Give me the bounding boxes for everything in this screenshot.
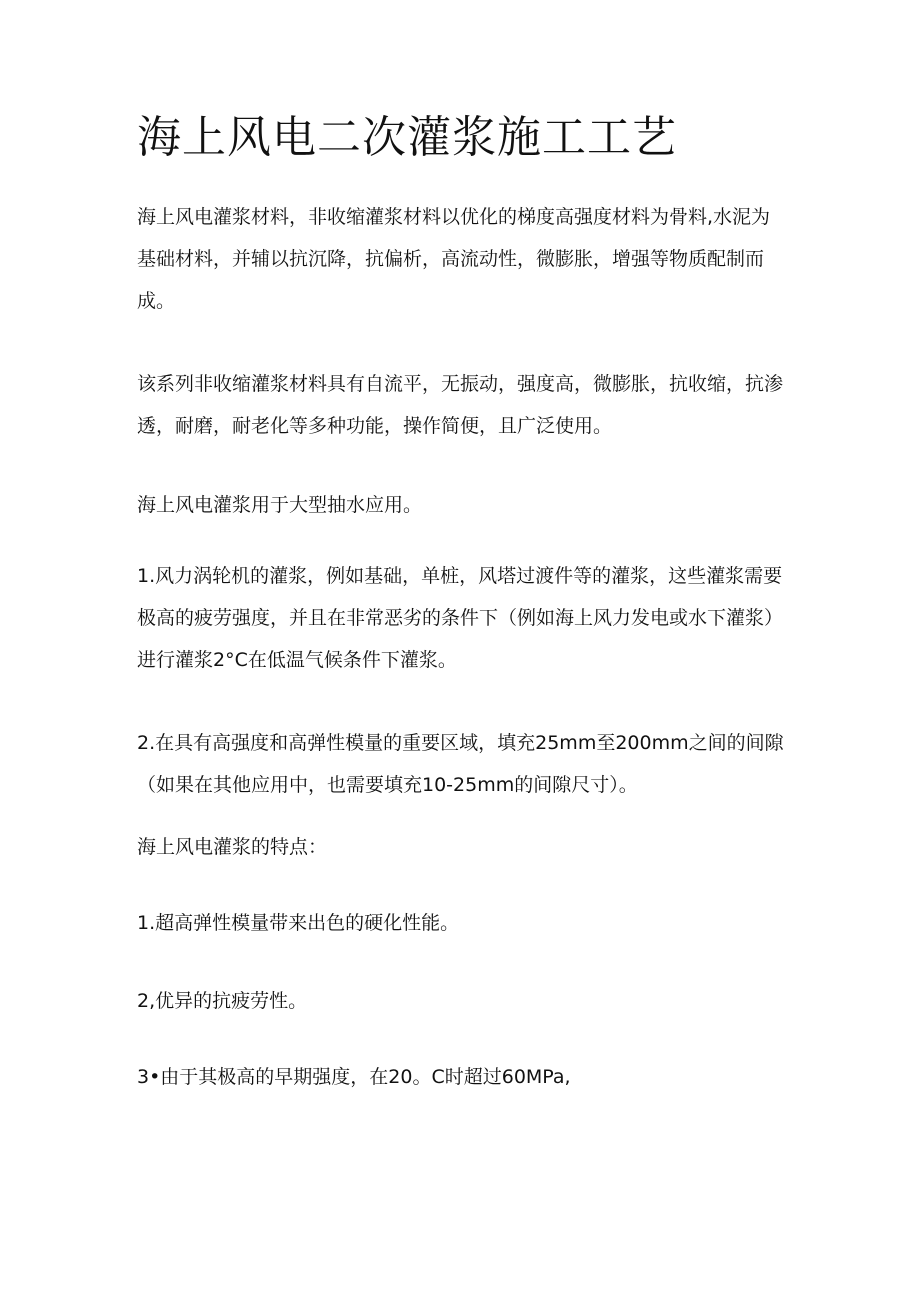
paragraph-applications-intro: 海上风电灌浆用于大型抽水应用。 bbox=[137, 494, 423, 516]
paragraph-feature-3: 3•由于其极高的早期强度，在20。C时超过60MPa, bbox=[137, 1066, 571, 1088]
paragraph-material-intro: 海上风电灌浆材料，非收缩灌浆材料以优化的梯度高强度材料为骨料,水泥为基础材料，并辅以抗沉降，抗偏析，高流动性，微膨胀，增强等物质配制而成。 bbox=[137, 206, 771, 312]
paragraph-application-1: 1.风力涡轮机的灌浆，例如基础，单桩，风塔过渡件等的灌浆，这些灌浆需要极高的疲劳强度，并且在非常恶劣的条件下（例如海上风力发电或水下灌浆）进行灌浆2°C在低温气候条件下灌浆。 bbox=[137, 565, 784, 671]
paragraph-application-2: 2.在具有高强度和高弹性模量的重要区域，填充25mm至200mm之间的间隙（如果在其他应用中，也需要填充10-25mm的间隙尺寸）。 bbox=[137, 732, 784, 796]
paragraph-features-heading: 海上风电灌浆的特点： bbox=[137, 836, 328, 858]
paragraph-feature-2: 2,优异的抗疲劳性。 bbox=[137, 990, 308, 1012]
document-title: 海上风电二次灌浆施工工艺 bbox=[137, 112, 677, 163]
paragraph-material-features: 该系列非收缩灌浆材料具有自流平，无振动，强度高，微膨胀，抗收缩，抗渗透，耐磨，耐老化等多种功能，操作简便，且广泛使用。 bbox=[137, 373, 784, 437]
paragraph-feature-1: 1.超高弹性模量带来出色的硬化性能。 bbox=[137, 912, 460, 934]
